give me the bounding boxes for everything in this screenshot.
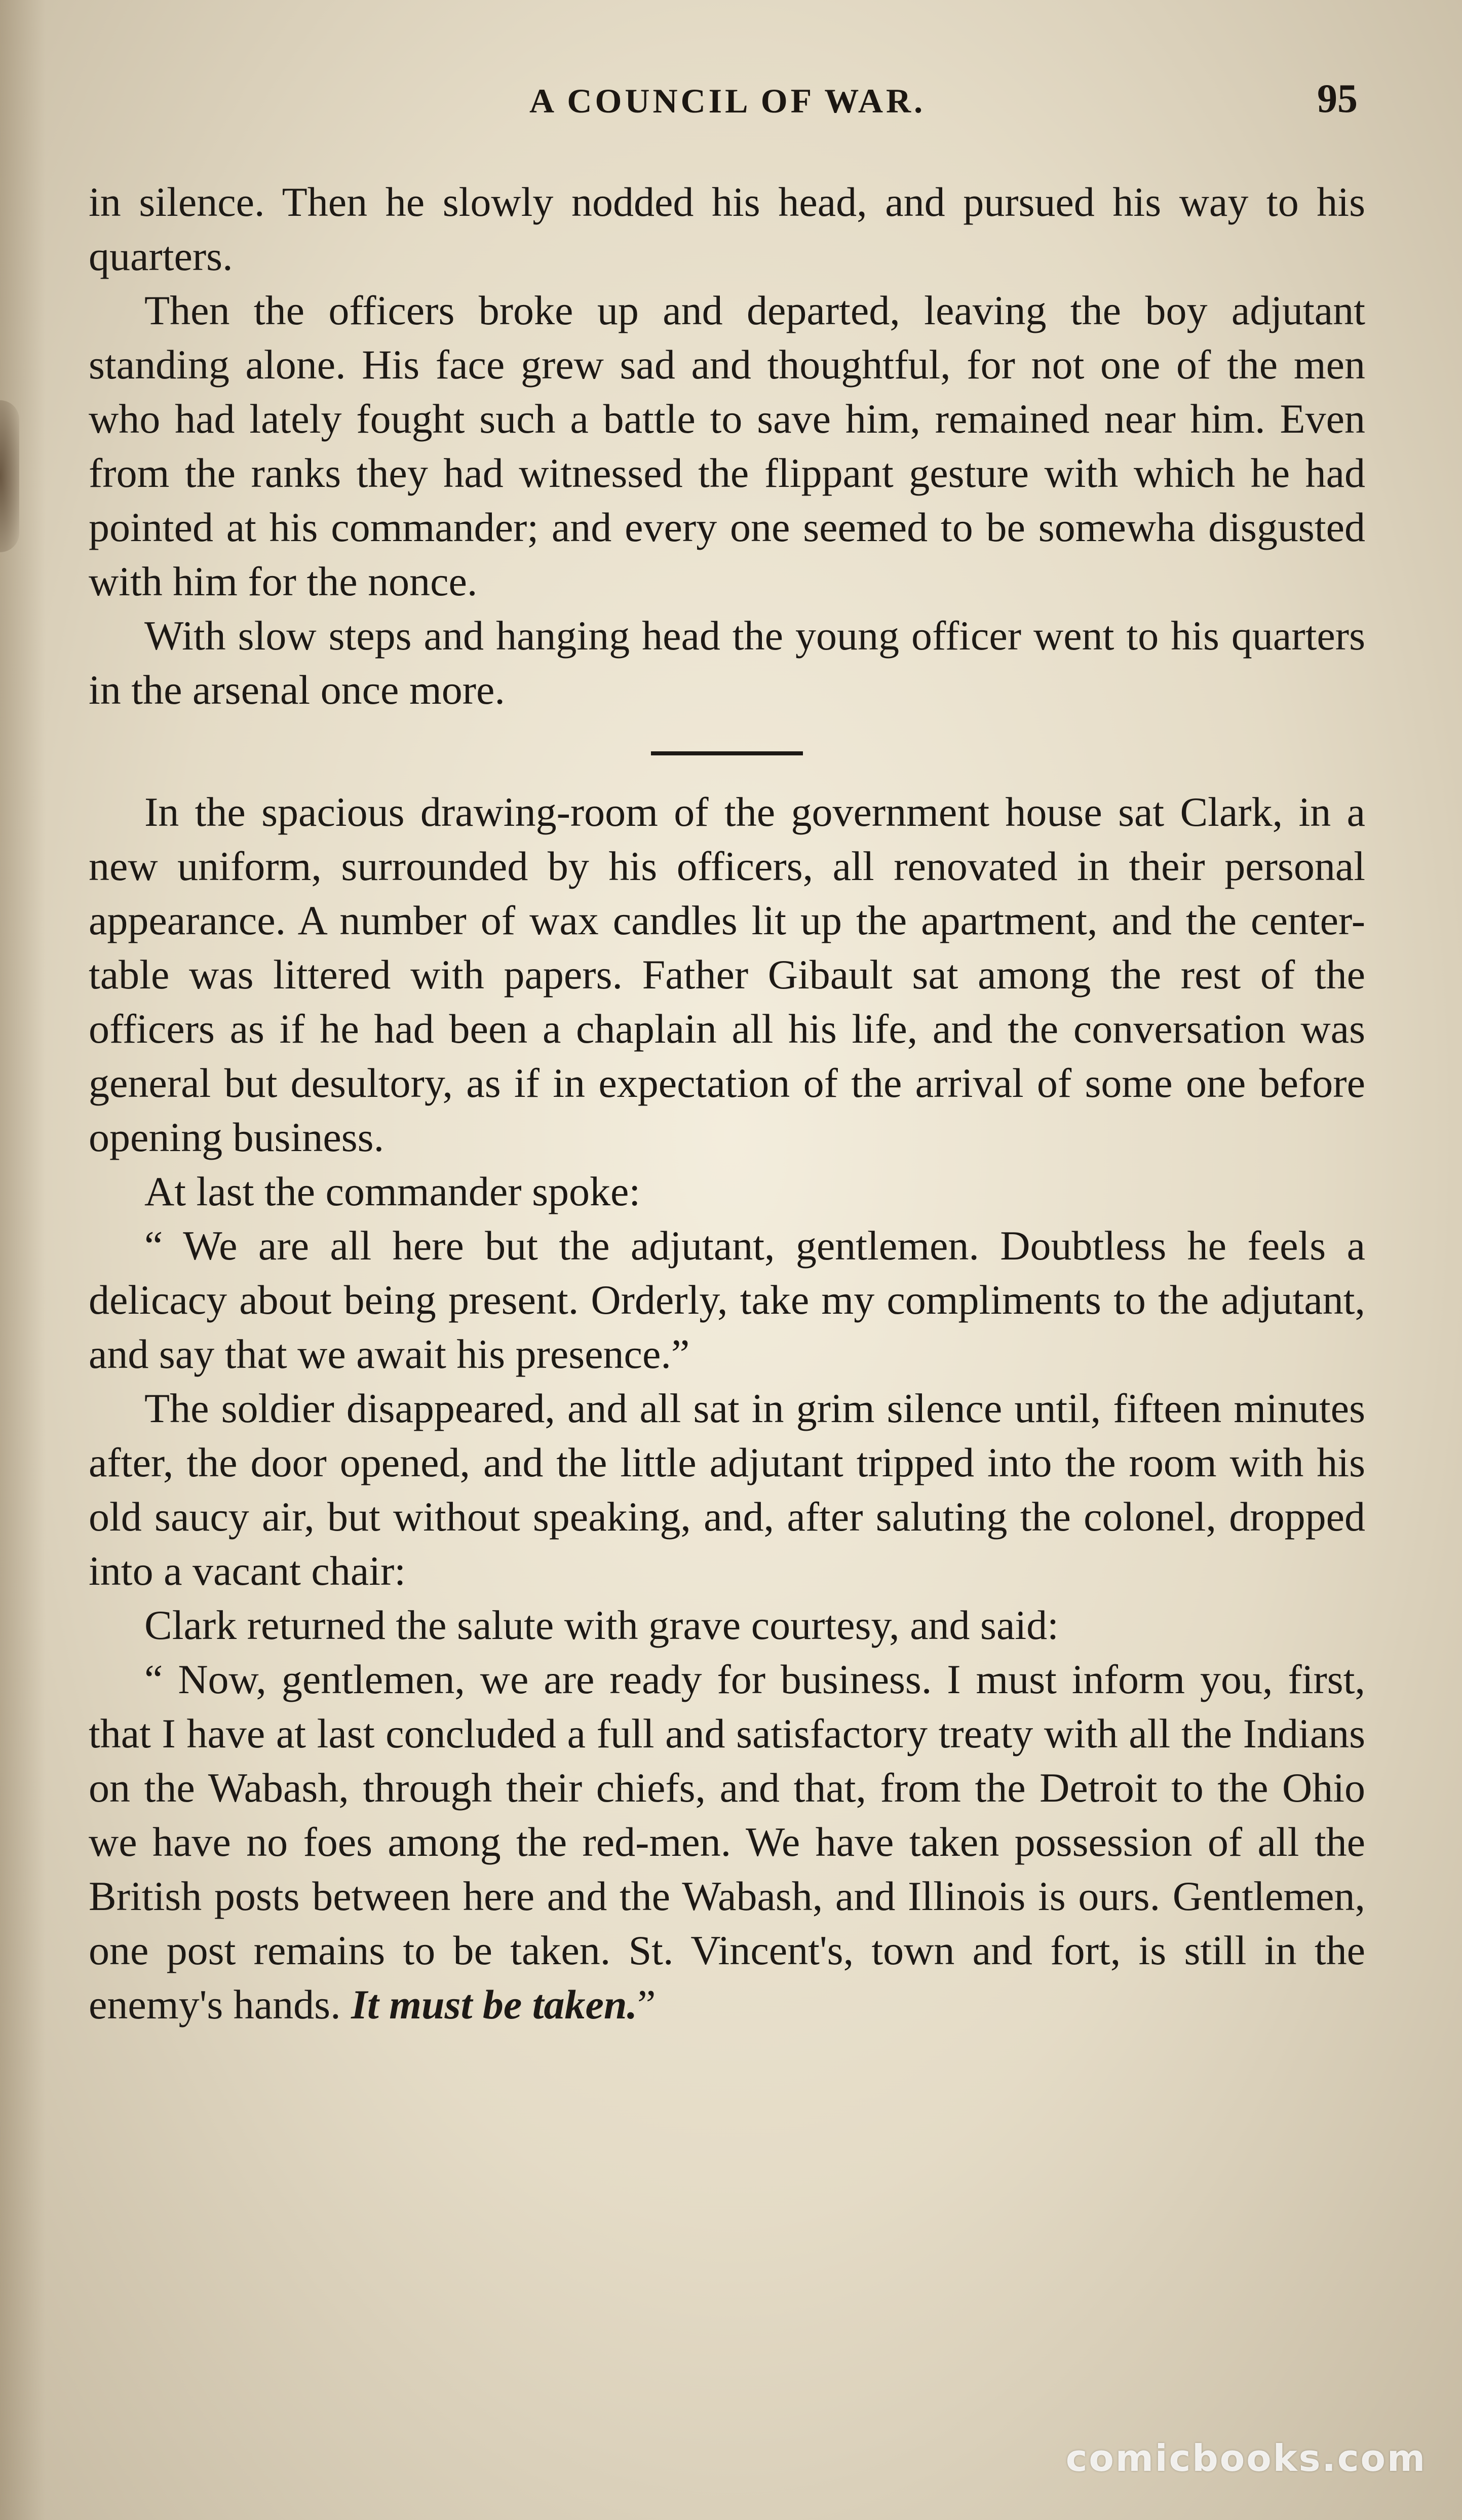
closing-quote: ” bbox=[637, 1981, 656, 2028]
paragraph: In the spacious drawing-room of the government house sat Clark, in a new uniform, surrounded by his officers, all renovated in their personal appearance. A number of wax candles lit up the apartment, and the center-table was littered with papers. Father Gibault sat among the rest of the officers as if he had been a chaplain all his life, and the conversation was general but desultory, as if in expectation of the arrival of some one before opening business. bbox=[89, 789, 1365, 1160]
paragraph: With slow steps and hanging head the young officer went to his quarters in the arsenal once more. bbox=[89, 613, 1365, 713]
section-divider bbox=[651, 751, 803, 755]
watermark: comicbooks.com bbox=[1065, 2437, 1427, 2479]
paragraph: Then the officers broke up and departed, leaving the boy adjutant standing alone. His face grew sad and thoughtful, for not one of the men who had lately fought such a battle to save him, remained near him. Even from the ranks they had witnessed the flippant gesture with which he had pointed at his commander; and every one seemed to be somewha disgusted with him for the nonce. bbox=[89, 287, 1365, 604]
paragraph: Clark returned the salute with grave courtesy, and said: bbox=[144, 1602, 1059, 1648]
paragraph: At last the commander spoke: bbox=[144, 1168, 641, 1214]
paragraph: in silence. Then he slowly nodded his head, and pursued his way to his quarters. bbox=[89, 179, 1365, 279]
running-title: A COUNCIL OF WAR. bbox=[529, 82, 926, 120]
running-head bbox=[0, 76, 1462, 132]
body-text bbox=[89, 175, 1365, 2032]
emphasis-text: It must be taken. bbox=[351, 1981, 638, 2028]
paragraph: The soldier disappeared, and all sat in grim silence until, fifteen minutes after, the door opened, and the little adjutant tripped into the room with his old saucy air, but without speaking, and, after saluting the colonel, dropped into a vacant chair: bbox=[89, 1385, 1365, 1594]
paragraph-final bbox=[89, 1652, 1365, 2032]
spine-shadow bbox=[0, 0, 46, 2520]
paragraph-text: “ Now, gentlemen, we are ready for business. I must inform you, first, that I have at last concluded a full and satisfactory treaty with all the Indians on the Wabash, through their chiefs, and that, from the Detroit to the Ohio we have no foes among the red-men. We have taken possession of all the British posts between here and the Wabash, and Illinois is ours. Gentlemen, one post remains to be taken. St. Vincent's, town and fort, is still in the enemy's hands. bbox=[89, 1656, 1365, 2028]
page-number: 95 bbox=[1317, 77, 1358, 121]
paragraph: “ We are all here but the adjutant, gentlemen. Doubtless he feels a delicacy about being present. Orderly, take my compliments to the adjutant, and say that we await his presence.” bbox=[89, 1223, 1365, 1377]
page-edge-stain bbox=[0, 400, 19, 552]
